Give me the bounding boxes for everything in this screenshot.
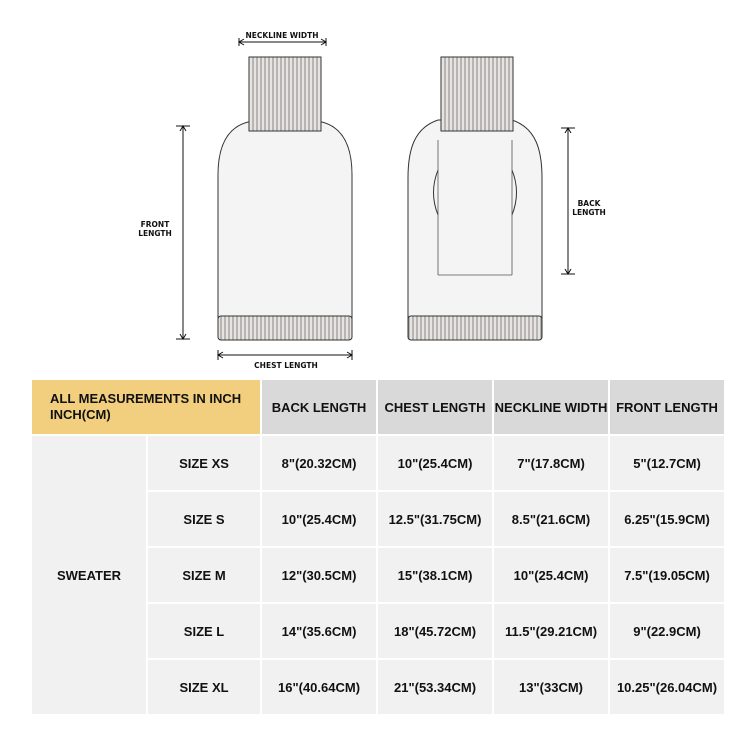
col-header-neckline-width: NECKLINE WIDTH [494, 380, 608, 434]
front-length-cell: 6.25"(15.9CM) [610, 492, 724, 546]
front-hem [218, 316, 352, 340]
front-length-cell: 9"(22.9CM) [610, 604, 724, 658]
neckline-width-cell: 10"(25.4CM) [494, 548, 608, 602]
back-body [408, 120, 542, 318]
chest-length-cell: 10"(25.4CM) [378, 436, 492, 490]
back-length-cell: 14"(35.6CM) [262, 604, 376, 658]
size-chart-table [30, 378, 726, 716]
size-cell: SIZE L [148, 604, 260, 658]
back-collar [441, 57, 513, 131]
size-cell: SIZE S [148, 492, 260, 546]
neckline-width-label: NECKLINE WIDTH [245, 31, 319, 40]
size-cell: SIZE XL [148, 660, 260, 714]
back-view [408, 57, 542, 340]
col-header-chest-length: CHEST LENGTH [378, 380, 492, 434]
col-header-front-length: FRONT LENGTH [610, 380, 724, 434]
chest-length-cell: 12.5"(31.75CM) [378, 492, 492, 546]
back-length-cell: 12"(30.5CM) [262, 548, 376, 602]
table-row [32, 436, 724, 490]
back-length-label: BACK LENGTH [572, 199, 606, 217]
chest-length-cell: 21"(53.34CM) [378, 660, 492, 714]
neckline-width-cell: 8.5"(21.6CM) [494, 492, 608, 546]
chest-length-label: CHEST LENGTH [254, 361, 318, 370]
chest-length-measure [218, 350, 352, 360]
front-length-cell: 5"(12.7CM) [610, 436, 724, 490]
front-length-cell: 10.25"(26.04CM) [610, 660, 724, 714]
col-header-back-length: BACK LENGTH [262, 380, 376, 434]
front-body [218, 122, 352, 318]
neckline-width-cell: 11.5"(29.21CM) [494, 604, 608, 658]
neckline-width-cell: 7"(17.8CM) [494, 436, 608, 490]
front-length-cell: 7.5"(19.05CM) [610, 548, 724, 602]
back-length-cell: 8"(20.32CM) [262, 436, 376, 490]
back-length-cell: 10"(25.4CM) [262, 492, 376, 546]
chest-length-cell: 18"(45.72CM) [378, 604, 492, 658]
table-header-row [32, 380, 724, 434]
front-view [218, 57, 352, 340]
front-collar [249, 57, 321, 131]
chest-length-cell: 15"(38.1CM) [378, 548, 492, 602]
size-cell: SIZE XS [148, 436, 260, 490]
back-hem [408, 316, 542, 340]
back-length-cell: 16"(40.64CM) [262, 660, 376, 714]
size-cell: SIZE M [148, 548, 260, 602]
neckline-width-cell: 13"(33CM) [494, 660, 608, 714]
product-type-cell: SWEATER [32, 436, 146, 714]
measurement-unit-header: ALL MEASUREMENTS IN INCH INCH(CM) [32, 380, 260, 434]
front-length-label: FRONT LENGTH [138, 220, 172, 238]
